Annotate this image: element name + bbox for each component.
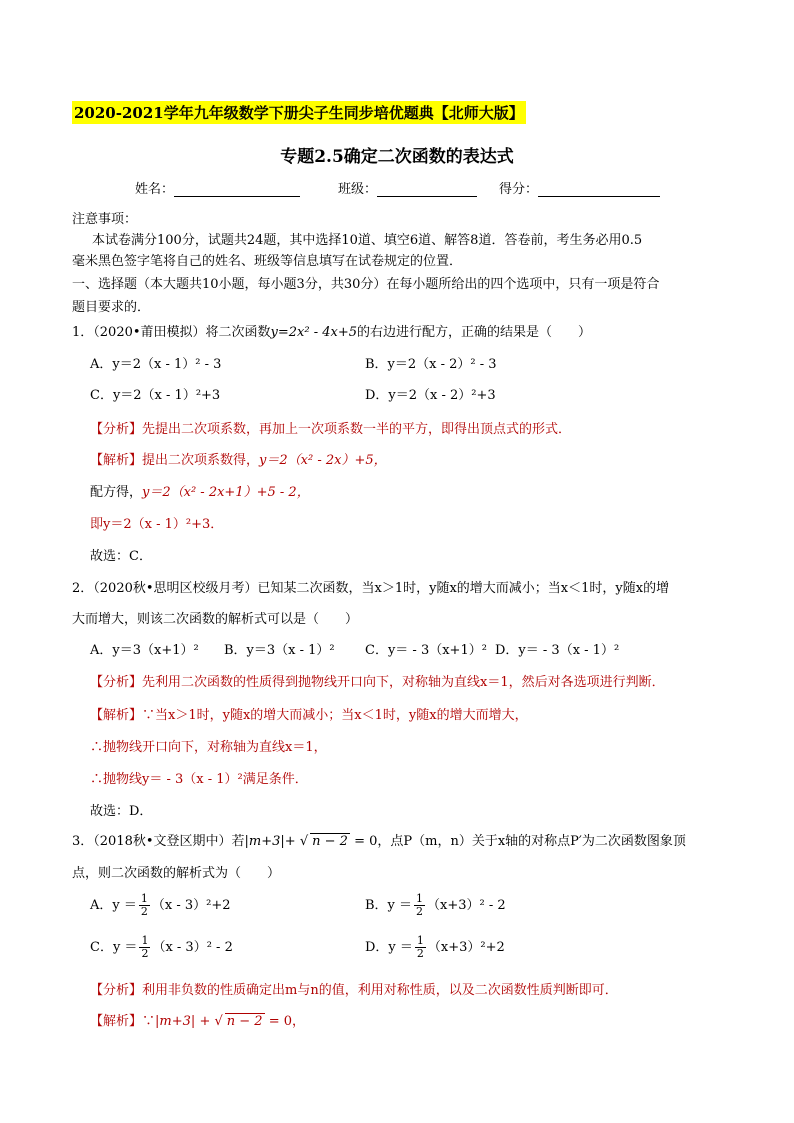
half-fraction bbox=[414, 893, 425, 918]
q1-stem-text: 1．（2020•莆田模拟）将二次函数 bbox=[72, 325, 271, 340]
half-fraction bbox=[139, 893, 150, 918]
q3-option-a[interactable] bbox=[90, 893, 231, 918]
q3-option-b-label: B．y ＝ bbox=[365, 898, 413, 913]
q3-option-d[interactable] bbox=[365, 935, 505, 960]
q1-solution-1 bbox=[90, 449, 387, 468]
section-heading-2: 题目要求的． bbox=[72, 300, 151, 315]
analysis-tag: 【分析】 bbox=[90, 422, 143, 437]
page-title: 专题2.5确定二次函数的表达式 bbox=[280, 147, 514, 167]
q2-option-c[interactable]: C．y＝ - 3（x+1）² bbox=[365, 643, 487, 658]
q2-solution-2: ∴抛物线开口向下，对称轴为直线x＝1， bbox=[90, 740, 327, 755]
q3-stem-tail: ，点P（m，n）关于x轴的对称点P′为二次函数图象顶 bbox=[377, 834, 686, 849]
q3-option-c[interactable] bbox=[90, 935, 233, 960]
q2-option-a[interactable]: A．y＝3（x+1）² bbox=[90, 643, 199, 658]
name-label: 姓名： bbox=[135, 182, 175, 197]
q2-stem-1: 2．（2020秋•思明区校级月考）已知某二次函数，当x＞1时，y随x的增大而减小；当x＜1时，y随x的增 bbox=[72, 581, 670, 596]
section-heading-1: 一、选择题（本大题共10小题，每小题3分，共30分）在每小题所给出的四个选项中，只有一项是符合 bbox=[72, 277, 660, 292]
q3-equals-zero: = 0 bbox=[354, 834, 378, 849]
q1-solution-formula: y＝2（x² - 2x）+5， bbox=[259, 453, 387, 468]
q1-stem-tail: 的右边进行配方，正确的结果是（ ） bbox=[357, 325, 592, 340]
score-blank[interactable] bbox=[538, 182, 660, 197]
q1-analysis bbox=[90, 418, 571, 437]
q3-option-c-label: C．y ＝ bbox=[90, 940, 138, 955]
q3-stem-2: 点，则二次函数的解析式为（ ） bbox=[72, 866, 281, 881]
q3-radicand: n − 2 bbox=[226, 1014, 263, 1029]
sqrt-icon: √ bbox=[299, 834, 309, 849]
score-label: 得分： bbox=[499, 182, 539, 197]
sqrt-icon: √ bbox=[214, 1014, 223, 1029]
q2-stem-2: 大而增大，则该二次函数的解析式可以是（ ） bbox=[72, 612, 359, 627]
solution-tag: 【解析】 bbox=[90, 708, 143, 723]
q3-option-d-expr: （x+3）²+2 bbox=[427, 940, 505, 955]
half-fraction bbox=[415, 935, 426, 960]
q1-option-b[interactable]: B．y＝2（x - 2）² - 3 bbox=[365, 357, 497, 372]
q2-answer: 故选：D． bbox=[90, 804, 153, 819]
fraction-denominator: 2 bbox=[416, 947, 424, 960]
q3-analysis-text: 利用非负数的性质确定出m与n的值，利用对称性质，以及二次函数性质判断即可． bbox=[142, 983, 618, 998]
analysis-tag: 【分析】 bbox=[90, 675, 143, 690]
q2-solution-text: ∵当x＞1时，y随x的增大而减小；当x＜1时，y随x的增大而增大， bbox=[142, 708, 528, 723]
fraction-denominator: 2 bbox=[416, 905, 424, 918]
notice-line-2: 毫米黑色签字笔将自己的姓名、班级等信息填写在试卷规定的位置． bbox=[72, 254, 463, 269]
q1-option-a[interactable]: A．y＝2（x - 1）² - 3 bbox=[90, 357, 222, 372]
q2-option-b[interactable]: B．y＝3（x - 1）² bbox=[224, 643, 335, 658]
fraction-numerator: 1 bbox=[141, 934, 149, 947]
q3-equals-zero: = 0 bbox=[268, 1014, 293, 1029]
q1-solution-2-text: 配方得， bbox=[90, 485, 143, 500]
fraction-denominator: 2 bbox=[140, 905, 148, 918]
fraction-numerator: 1 bbox=[140, 892, 148, 905]
name-blank[interactable] bbox=[174, 182, 300, 197]
fraction-numerator: 1 bbox=[416, 934, 424, 947]
q3-option-c-expr: （x - 3）² - 2 bbox=[152, 940, 233, 955]
q3-abs-term: |m+3| bbox=[244, 834, 285, 849]
q3-abs-term: |m+3| bbox=[155, 1014, 196, 1029]
score-field bbox=[499, 178, 660, 197]
q3-solution-1 bbox=[90, 1010, 305, 1029]
q3-option-b-expr: （x+3）² - 2 bbox=[427, 898, 506, 913]
q1-solution-text: 提出二次项系数得， bbox=[142, 453, 260, 468]
q1-analysis-text: 先提出二次项系数，再加上一次项系数一半的平方，即得出顶点式的形式． bbox=[142, 422, 572, 437]
q1-solution-2 bbox=[90, 481, 310, 500]
q3-analysis bbox=[90, 979, 618, 998]
q2-analysis-text: 先利用二次函数的性质得到抛物线开口向下，对称轴为直线x＝1，然后对各选项进行判断． bbox=[142, 675, 665, 690]
q3-option-b[interactable] bbox=[365, 893, 506, 918]
q2-analysis bbox=[90, 671, 665, 690]
q2-solution-1 bbox=[90, 704, 528, 723]
q3-option-a-label: A．y ＝ bbox=[90, 898, 137, 913]
q2-solution-3: ∴抛物线y＝ - 3（x - 1）²满足条件． bbox=[90, 772, 308, 787]
notice-line-1: 本试卷满分100分，试题共24题，其中选择10道、填空6道、解答8道．答卷前，考生务必用0.5 bbox=[92, 233, 643, 248]
fraction-denominator: 2 bbox=[141, 947, 149, 960]
fraction-numerator: 1 bbox=[416, 892, 424, 905]
q1-answer: 故选：C． bbox=[90, 549, 152, 564]
q1-solution-3: 即y＝2（x - 1）²+3． bbox=[90, 517, 224, 532]
class-label: 班级： bbox=[338, 182, 378, 197]
q3-radicand: n − 2 bbox=[312, 834, 348, 849]
q1-stem bbox=[72, 321, 591, 340]
class-field bbox=[338, 178, 477, 197]
q1-option-d[interactable]: D．y＝2（x - 2）²+3 bbox=[365, 388, 496, 403]
q1-option-c[interactable]: C．y＝2（x - 1）²+3 bbox=[90, 388, 221, 403]
q3-stem-1 bbox=[72, 830, 686, 849]
q1-function: y=2x² - 4x+5 bbox=[270, 325, 358, 340]
solution-tag: 【解析】 bbox=[90, 1014, 143, 1029]
q3-stem-text: 3．（2018秋•文登区期中）若 bbox=[72, 834, 245, 849]
q3-solution-end: ， bbox=[292, 1014, 306, 1029]
q3-plus: + bbox=[284, 834, 296, 849]
q1-solution-2-formula: y＝2（x² - 2x+1）+5 - 2， bbox=[142, 485, 310, 500]
class-blank[interactable] bbox=[377, 182, 477, 197]
q3-option-a-expr: （x - 3）²+2 bbox=[151, 898, 231, 913]
q3-plus: + bbox=[199, 1014, 211, 1029]
q3-option-d-label: D．y ＝ bbox=[365, 940, 413, 955]
q2-option-d[interactable]: D．y＝ - 3（x - 1）² bbox=[495, 643, 620, 658]
solution-tag: 【解析】 bbox=[90, 453, 143, 468]
notice-label: 注意事项： bbox=[72, 212, 138, 227]
because-symbol: ∵ bbox=[142, 1014, 156, 1029]
half-fraction bbox=[139, 935, 150, 960]
analysis-tag: 【分析】 bbox=[90, 983, 143, 998]
series-banner: 2020-2021学年九年级数学下册尖子生同步培优题典【北师大版】 bbox=[72, 101, 526, 124]
name-field bbox=[135, 178, 300, 197]
